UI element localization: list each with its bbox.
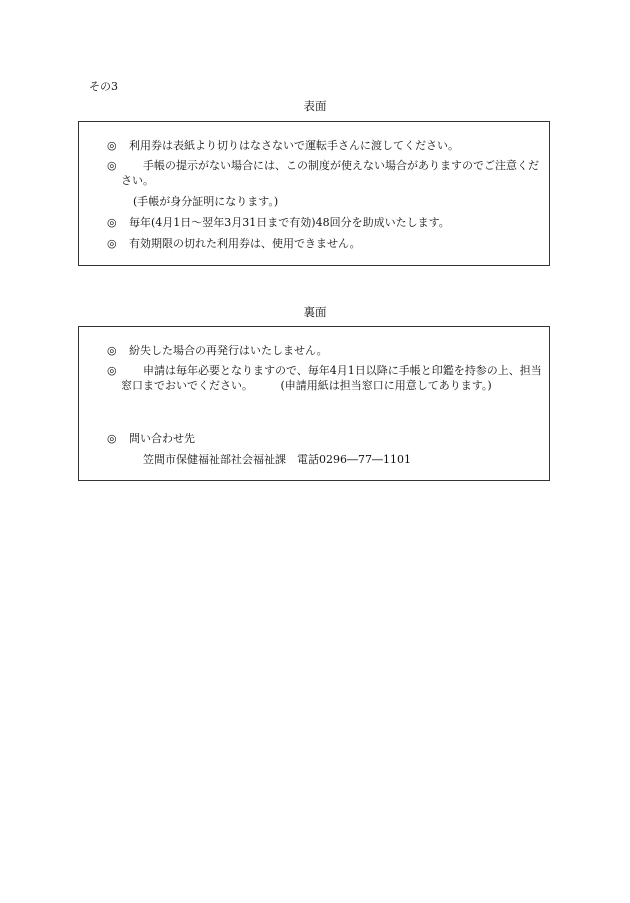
- front-side-title: 表面: [303, 99, 327, 113]
- list-item: [107, 431, 545, 446]
- list-item: [107, 158, 545, 188]
- list-item: [107, 215, 545, 230]
- double-circle-icon: ◎: [107, 159, 117, 172]
- double-circle-icon: ◎: [107, 344, 117, 357]
- double-circle-icon: ◎: [107, 139, 117, 152]
- item-text: 利用券は表紙より切りはなさないで運転手さんに渡してください。: [129, 139, 459, 152]
- item-text: 申請は毎年必要となりますので、毎年4月1日以降に手帳と印鑑を持参の上、担当窓口までおいでください。 (申請用紙は担当窓口に用意してあります。): [121, 364, 542, 392]
- back-side-title: 裏面: [303, 305, 327, 319]
- item-text: 手帳の提示がない場合には、この制度が使えない場合がありますのでご注意ください。: [121, 159, 539, 187]
- list-item: [107, 363, 545, 393]
- list-item: [107, 236, 545, 251]
- id-note: (手帳が身分証明になります。): [133, 195, 279, 208]
- back-side-box: [78, 326, 550, 481]
- double-circle-icon: ◎: [107, 364, 117, 377]
- item-text: 有効期限の切れた利用券は、使用できません。: [129, 237, 361, 250]
- item-text: 紛失した場合の再発行はいたしません。: [129, 344, 328, 357]
- list-item: [107, 138, 545, 153]
- page-label: その3: [89, 80, 118, 93]
- double-circle-icon: ◎: [107, 216, 117, 229]
- contact-info: 笠間市保健福祉部社会福祉課 電話0296―77―1101: [143, 453, 411, 466]
- double-circle-icon: ◎: [107, 432, 117, 445]
- double-circle-icon: ◎: [107, 237, 117, 250]
- front-side-box: [78, 121, 550, 266]
- item-text: 問い合わせ先: [129, 432, 195, 445]
- list-item: [107, 343, 545, 358]
- item-text: 毎年(4月1日～翌年3月31日まで有効)48回分を助成いたします。: [129, 216, 450, 229]
